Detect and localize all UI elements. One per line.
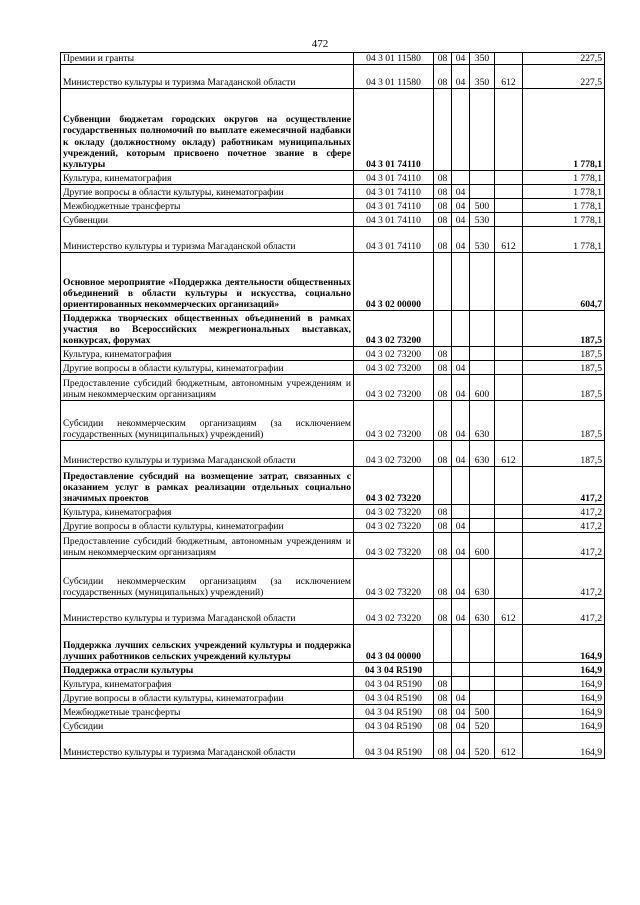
- target-code-cell: 04 3 01 74110: [354, 227, 434, 253]
- subsection-code-cell: 04: [452, 361, 470, 375]
- row-name-cell: Основное мероприятие «Поддержка деятельности общественных объединений в области культуры и искусства, социально ориентированных некоммерческих организаций»: [61, 253, 354, 311]
- row-name-cell: Министерство культуры и туризма Магаданской области: [61, 65, 354, 89]
- department-code-cell: 612: [495, 733, 523, 759]
- target-code-cell: 04 3 01 74110: [354, 89, 434, 171]
- table-row: [61, 677, 605, 691]
- amount-cell: 604,7: [523, 253, 605, 311]
- amount-cell: 1 778,1: [523, 171, 605, 185]
- table-row: [61, 505, 605, 519]
- table-row: [61, 559, 605, 599]
- expense-type-cell: [470, 625, 495, 663]
- department-code-cell: 612: [495, 227, 523, 253]
- amount-cell: 1 778,1: [523, 185, 605, 199]
- amount-cell: 1 778,1: [523, 213, 605, 227]
- target-code-cell: 04 3 02 73200: [354, 441, 434, 467]
- row-name-cell: Другие вопросы в области культуры, кинематографии: [61, 691, 354, 705]
- page-number: 472: [311, 38, 329, 50]
- subsection-code-cell: 04: [452, 733, 470, 759]
- expense-type-cell: [470, 691, 495, 705]
- amount-cell: 187,5: [523, 375, 605, 401]
- section-code-cell: 08: [434, 53, 452, 65]
- amount-cell: 1 778,1: [523, 199, 605, 213]
- department-code-cell: [495, 505, 523, 519]
- row-name-cell: Субсидии некоммерческим организациям (за исключением государственных (муниципальных) учреждений): [61, 401, 354, 441]
- table-row: [61, 375, 605, 401]
- table-row: [61, 401, 605, 441]
- department-code-cell: [495, 199, 523, 213]
- amount-cell: 417,2: [523, 533, 605, 559]
- department-code-cell: [495, 347, 523, 361]
- row-name-cell: Министерство культуры и туризма Магаданской области: [61, 599, 354, 625]
- subsection-code-cell: [452, 663, 470, 677]
- target-code-cell: 04 3 04 00000: [354, 625, 434, 663]
- row-name-cell: Министерство культуры и туризма Магаданской области: [61, 441, 354, 467]
- expense-type-cell: 630: [470, 599, 495, 625]
- expense-type-cell: 350: [470, 65, 495, 89]
- amount-cell: 164,9: [523, 719, 605, 733]
- target-code-cell: 04 3 01 11580: [354, 53, 434, 65]
- amount-cell: 417,2: [523, 519, 605, 533]
- table-row: [61, 705, 605, 719]
- department-code-cell: [495, 213, 523, 227]
- table-row: [61, 719, 605, 733]
- section-code-cell: 08: [434, 599, 452, 625]
- expense-type-cell: [470, 505, 495, 519]
- table-row: [61, 533, 605, 559]
- target-code-cell: 04 3 02 73220: [354, 599, 434, 625]
- department-code-cell: [495, 253, 523, 311]
- expense-type-cell: [470, 311, 495, 347]
- department-code-cell: [495, 663, 523, 677]
- budget-table-body: [61, 53, 605, 759]
- budget-table: [60, 52, 605, 759]
- expense-type-cell: [470, 519, 495, 533]
- subsection-code-cell: 04: [452, 691, 470, 705]
- row-name-cell: Премии и гранты: [61, 53, 354, 65]
- department-code-cell: [495, 719, 523, 733]
- subsection-code-cell: 04: [452, 401, 470, 441]
- amount-cell: 187,5: [523, 311, 605, 347]
- target-code-cell: 04 3 01 74110: [354, 185, 434, 199]
- target-code-cell: 04 3 02 73200: [354, 401, 434, 441]
- table-row: [61, 599, 605, 625]
- department-code-cell: [495, 53, 523, 65]
- table-row: [61, 89, 605, 171]
- subsection-code-cell: [452, 311, 470, 347]
- expense-type-cell: 630: [470, 401, 495, 441]
- row-name-cell: Поддержка отрасли культуры: [61, 663, 354, 677]
- expense-type-cell: [470, 89, 495, 171]
- table-row: [61, 53, 605, 65]
- expense-type-cell: [470, 253, 495, 311]
- section-code-cell: [434, 311, 452, 347]
- department-code-cell: [495, 171, 523, 185]
- table-row: [61, 441, 605, 467]
- target-code-cell: 04 3 02 73200: [354, 361, 434, 375]
- section-code-cell: 08: [434, 227, 452, 253]
- section-code-cell: 08: [434, 361, 452, 375]
- department-code-cell: [495, 467, 523, 505]
- target-code-cell: 04 3 02 73220: [354, 519, 434, 533]
- subsection-code-cell: [452, 253, 470, 311]
- expense-type-cell: 520: [470, 719, 495, 733]
- department-code-cell: [495, 533, 523, 559]
- subsection-code-cell: 04: [452, 559, 470, 599]
- expense-type-cell: 520: [470, 733, 495, 759]
- target-code-cell: 04 3 04 R5190: [354, 691, 434, 705]
- target-code-cell: 04 3 04 R5190: [354, 663, 434, 677]
- table-row: [61, 199, 605, 213]
- section-code-cell: 08: [434, 677, 452, 691]
- subsection-code-cell: [452, 171, 470, 185]
- amount-cell: 164,9: [523, 663, 605, 677]
- row-name-cell: Предоставление субсидий на возмещение затрат, связанных с оказанием услуг в рамках реализации отдельных социально значимых проектов: [61, 467, 354, 505]
- row-name-cell: Культура, кинематография: [61, 505, 354, 519]
- target-code-cell: 04 3 02 73220: [354, 533, 434, 559]
- subsection-code-cell: [452, 89, 470, 171]
- expense-type-cell: 500: [470, 705, 495, 719]
- subsection-code-cell: 04: [452, 599, 470, 625]
- target-code-cell: 04 3 01 11580: [354, 65, 434, 89]
- subsection-code-cell: 04: [452, 227, 470, 253]
- section-code-cell: 08: [434, 505, 452, 519]
- expense-type-cell: [470, 171, 495, 185]
- target-code-cell: 04 3 01 74110: [354, 199, 434, 213]
- section-code-cell: 08: [434, 213, 452, 227]
- row-name-cell: Другие вопросы в области культуры, кинематографии: [61, 361, 354, 375]
- table-row: [61, 691, 605, 705]
- section-code-cell: 08: [434, 705, 452, 719]
- table-row: [61, 467, 605, 505]
- table-row: [61, 253, 605, 311]
- section-code-cell: [434, 467, 452, 505]
- row-name-cell: Другие вопросы в области культуры, кинематографии: [61, 185, 354, 199]
- section-code-cell: 08: [434, 719, 452, 733]
- expense-type-cell: [470, 663, 495, 677]
- subsection-code-cell: 04: [452, 719, 470, 733]
- department-code-cell: [495, 185, 523, 199]
- row-name-cell: Поддержка творческих общественных объединений в рамках участия во Всероссийских межрегиональных выставках, конкурсах, форумах: [61, 311, 354, 347]
- row-name-cell: Субсидии: [61, 719, 354, 733]
- table-row: [61, 65, 605, 89]
- table-row: [61, 347, 605, 361]
- amount-cell: 417,2: [523, 467, 605, 505]
- department-code-cell: [495, 89, 523, 171]
- section-code-cell: 08: [434, 441, 452, 467]
- amount-cell: 164,9: [523, 691, 605, 705]
- expense-type-cell: 630: [470, 441, 495, 467]
- expense-type-cell: 350: [470, 53, 495, 65]
- section-code-cell: 08: [434, 185, 452, 199]
- row-name-cell: Министерство культуры и туризма Магаданской области: [61, 227, 354, 253]
- table-row: [61, 185, 605, 199]
- row-name-cell: Другие вопросы в области культуры, кинематографии: [61, 519, 354, 533]
- amount-cell: 227,5: [523, 65, 605, 89]
- expense-type-cell: 600: [470, 375, 495, 401]
- section-code-cell: [434, 89, 452, 171]
- department-code-cell: [495, 361, 523, 375]
- subsection-code-cell: [452, 677, 470, 691]
- subsection-code-cell: 04: [452, 199, 470, 213]
- subsection-code-cell: 04: [452, 705, 470, 719]
- section-code-cell: 08: [434, 65, 452, 89]
- table-row: [61, 625, 605, 663]
- department-code-cell: 612: [495, 441, 523, 467]
- amount-cell: 417,2: [523, 505, 605, 519]
- section-code-cell: 08: [434, 375, 452, 401]
- table-row: [61, 213, 605, 227]
- target-code-cell: 04 3 02 73220: [354, 467, 434, 505]
- expense-type-cell: [470, 677, 495, 691]
- target-code-cell: 04 3 04 R5190: [354, 719, 434, 733]
- expense-type-cell: 600: [470, 533, 495, 559]
- row-name-cell: Культура, кинематография: [61, 677, 354, 691]
- expense-type-cell: [470, 467, 495, 505]
- expense-type-cell: [470, 185, 495, 199]
- amount-cell: 187,5: [523, 401, 605, 441]
- amount-cell: 164,9: [523, 733, 605, 759]
- section-code-cell: 08: [434, 533, 452, 559]
- row-name-cell: Субвенции бюджетам городских округов на осуществление государственных полномочий по выплате ежемесячной надбавки к окладу (должностному окладу) работникам муниципальных учреждений, которым присвоено почетное звание в сфере культуры: [61, 89, 354, 171]
- department-code-cell: 612: [495, 65, 523, 89]
- section-code-cell: 08: [434, 401, 452, 441]
- subsection-code-cell: 04: [452, 519, 470, 533]
- department-code-cell: [495, 625, 523, 663]
- row-name-cell: Субвенции: [61, 213, 354, 227]
- section-code-cell: 08: [434, 519, 452, 533]
- target-code-cell: 04 3 02 73200: [354, 311, 434, 347]
- section-code-cell: 08: [434, 691, 452, 705]
- target-code-cell: 04 3 02 73220: [354, 559, 434, 599]
- section-code-cell: 08: [434, 559, 452, 599]
- target-code-cell: 04 3 02 73220: [354, 505, 434, 519]
- row-name-cell: Межбюджетные трансферты: [61, 705, 354, 719]
- table-row: [61, 519, 605, 533]
- subsection-code-cell: [452, 625, 470, 663]
- amount-cell: 187,5: [523, 441, 605, 467]
- department-code-cell: 612: [495, 599, 523, 625]
- subsection-code-cell: 04: [452, 533, 470, 559]
- table-row: [61, 311, 605, 347]
- target-code-cell: 04 3 02 73200: [354, 347, 434, 361]
- table-row: [61, 663, 605, 677]
- department-code-cell: [495, 559, 523, 599]
- target-code-cell: 04 3 01 74110: [354, 213, 434, 227]
- amount-cell: 1 778,1: [523, 89, 605, 171]
- amount-cell: 187,5: [523, 347, 605, 361]
- target-code-cell: 04 3 04 R5190: [354, 677, 434, 691]
- amount-cell: 1 778,1: [523, 227, 605, 253]
- amount-cell: 417,2: [523, 559, 605, 599]
- table-row: [61, 361, 605, 375]
- amount-cell: 187,5: [523, 361, 605, 375]
- row-name-cell: Межбюджетные трансферты: [61, 199, 354, 213]
- subsection-code-cell: [452, 467, 470, 505]
- department-code-cell: [495, 677, 523, 691]
- row-name-cell: Предоставление субсидий бюджетным, автономным учреждениям и иным некоммерческим организациям: [61, 375, 354, 401]
- section-code-cell: 08: [434, 733, 452, 759]
- subsection-code-cell: 04: [452, 441, 470, 467]
- subsection-code-cell: [452, 347, 470, 361]
- target-code-cell: 04 3 04 R5190: [354, 705, 434, 719]
- subsection-code-cell: 04: [452, 65, 470, 89]
- expense-type-cell: 500: [470, 199, 495, 213]
- department-code-cell: [495, 705, 523, 719]
- section-code-cell: [434, 253, 452, 311]
- row-name-cell: Поддержка лучших сельских учреждений культуры и поддержка лучших работников сельских учреждений культуры: [61, 625, 354, 663]
- section-code-cell: [434, 625, 452, 663]
- department-code-cell: [495, 519, 523, 533]
- department-code-cell: [495, 311, 523, 347]
- subsection-code-cell: [452, 505, 470, 519]
- amount-cell: 164,9: [523, 677, 605, 691]
- department-code-cell: [495, 375, 523, 401]
- subsection-code-cell: 04: [452, 375, 470, 401]
- expense-type-cell: 530: [470, 213, 495, 227]
- table-row: [61, 227, 605, 253]
- section-code-cell: [434, 663, 452, 677]
- row-name-cell: Субсидии некоммерческим организациям (за исключением государственных (муниципальных) учреждений): [61, 559, 354, 599]
- expense-type-cell: [470, 347, 495, 361]
- department-code-cell: [495, 691, 523, 705]
- amount-cell: 164,9: [523, 705, 605, 719]
- row-name-cell: Министерство культуры и туризма Магаданской области: [61, 733, 354, 759]
- target-code-cell: 04 3 01 74110: [354, 171, 434, 185]
- expense-type-cell: [470, 361, 495, 375]
- table-row: [61, 733, 605, 759]
- subsection-code-cell: 04: [452, 213, 470, 227]
- subsection-code-cell: 04: [452, 185, 470, 199]
- section-code-cell: 08: [434, 199, 452, 213]
- target-code-cell: 04 3 02 00000: [354, 253, 434, 311]
- section-code-cell: 08: [434, 171, 452, 185]
- section-code-cell: 08: [434, 347, 452, 361]
- department-code-cell: [495, 401, 523, 441]
- row-name-cell: Предоставление субсидий бюджетным, автономным учреждениям и иным некоммерческим организациям: [61, 533, 354, 559]
- expense-type-cell: 530: [470, 227, 495, 253]
- target-code-cell: 04 3 04 R5190: [354, 733, 434, 759]
- table-row: [61, 171, 605, 185]
- amount-cell: 164,9: [523, 625, 605, 663]
- target-code-cell: 04 3 02 73200: [354, 375, 434, 401]
- subsection-code-cell: 04: [452, 53, 470, 65]
- amount-cell: 227,5: [523, 53, 605, 65]
- row-name-cell: Культура, кинематография: [61, 171, 354, 185]
- expense-type-cell: 630: [470, 559, 495, 599]
- amount-cell: 417,2: [523, 599, 605, 625]
- row-name-cell: Культура, кинематография: [61, 347, 354, 361]
